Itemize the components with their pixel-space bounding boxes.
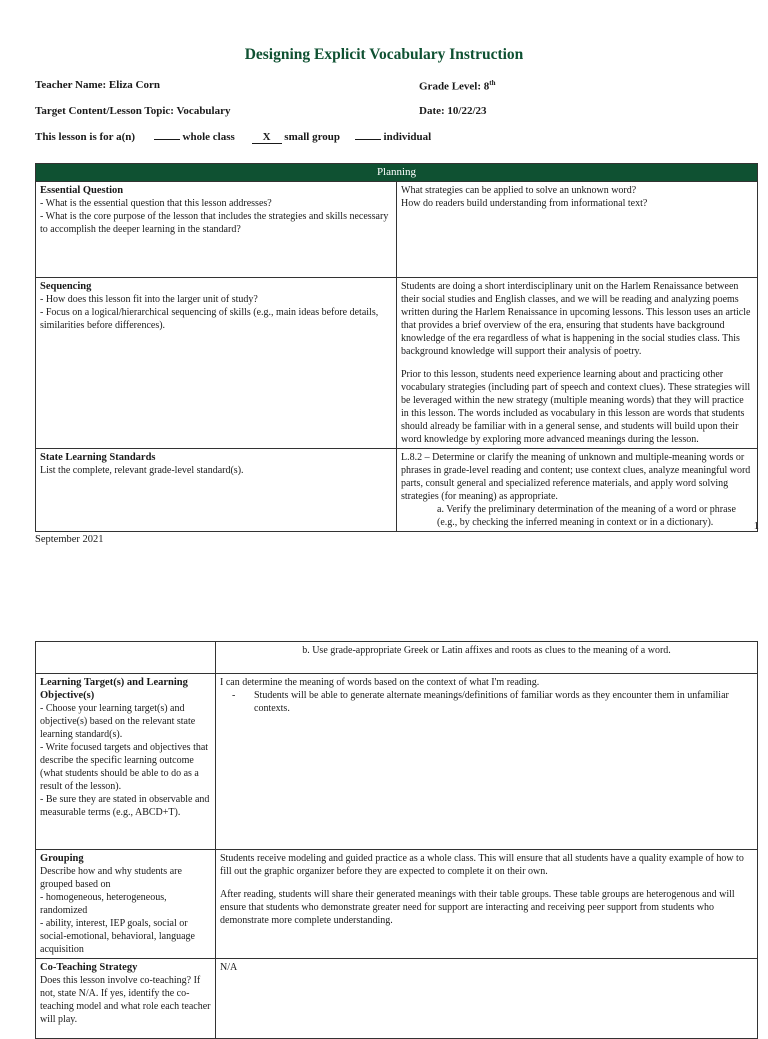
small-group-blank: X <box>252 132 282 144</box>
individual-blank <box>355 139 381 140</box>
standards-label-continued <box>36 642 216 674</box>
lesson-format-label: This lesson is for a(n) <box>35 131 136 143</box>
row-text: b. Use grade-appropriate Greek or Latin affixes and roots as clues to the meaning of a word. <box>302 645 671 656</box>
sequencing-label <box>36 278 397 449</box>
essential-question-label <box>36 182 397 278</box>
table-row <box>36 278 758 449</box>
row-text: After reading, students will share their generated meanings with their table groups. These table groups are heterogenous and will ensure that students who demonstrate greater need for support are interacting and receiving peer support from students who demonstrate more complete understanding. <box>220 889 735 926</box>
lesson-date: Date: 10/22/23 <box>419 105 487 117</box>
row-hint: - homogeneous, heterogeneous, randomized <box>40 892 167 916</box>
row-title: State Learning Standards <box>40 452 156 463</box>
lesson-format-line <box>35 131 431 144</box>
row-text: I can determine the meaning of words based on the context of what I'm reading. <box>220 677 540 688</box>
row-title: Grouping <box>40 853 84 864</box>
row-text: L.8.2 – Determine or clarify the meaning of unknown and multiple-meaning words or phrases in grade-level reading and content; use context clues, analyze meaningful word parts, consult general and specialized reference materials, and apply word solving strategies (for meaning) as appropriate. <box>401 452 751 502</box>
row-title: Learning Target(s) and Learning Objective(s) <box>40 677 188 701</box>
row-title: Sequencing <box>40 281 92 292</box>
whole-class-blank <box>154 139 180 140</box>
individual-label: individual <box>383 131 432 143</box>
row-text: Students receive modeling and guided practice as a whole class. This will ensure that all students have a quality example of how to fill out the graphic organizer before they are expected to complete it on their own. <box>220 853 744 877</box>
row-text: Students will be able to generate alternate meanings/definitions of familiar words as they encounter them in unfamiliar contexts. <box>254 690 729 714</box>
page-title: Designing Explicit Vocabulary Instruction <box>244 46 524 63</box>
row-title: Essential Question <box>40 185 124 196</box>
table-row <box>36 449 758 532</box>
table-row <box>36 182 758 278</box>
row-hint: - ability, interest, IEP goals, social or social-emotional, behavioral, language acquisition <box>40 918 195 955</box>
row-hint: - Focus on a logical/hierarchical sequencing of skills (e.g., main ideas before details, similarities before differences). <box>40 307 379 331</box>
standards-content <box>397 449 758 532</box>
table-row <box>36 642 758 674</box>
row-title: Co-Teaching Strategy <box>40 962 138 973</box>
table-row <box>36 959 758 1039</box>
dash-bullet-icon: - <box>232 690 236 701</box>
row-hint: - Write focused targets and objectives that describe the specific learning outcome (what students should be able to do as a result of the lesson). <box>40 742 209 792</box>
row-hint: Does this lesson involve co-teaching? If not, state N/A. If yes, identify the co-teaching model and what role each teacher will play. <box>40 975 211 1025</box>
row-text: N/A <box>220 962 238 973</box>
row-hint: - Be sure they are stated in observable and measurable terms (e.g., ABCD+T). <box>40 794 210 818</box>
essential-question-content <box>397 182 758 278</box>
planning-table <box>35 163 758 532</box>
co-teaching-content <box>216 959 758 1039</box>
planning-header: Planning <box>36 164 758 182</box>
row-text: How do readers build understanding from informational text? <box>401 198 648 209</box>
row-hint: - What is the core purpose of the lesson that includes the strategies and skills necessary to accomplish the deeper learning in the standard? <box>40 211 389 235</box>
table-row <box>36 850 758 959</box>
small-group-label: small group <box>284 131 341 143</box>
grade-level <box>419 79 496 93</box>
sequencing-content <box>397 278 758 449</box>
row-hint: - What is the essential question that this lesson addresses? <box>40 198 272 209</box>
co-teaching-label <box>36 959 216 1039</box>
planning-table-continued <box>35 641 758 1039</box>
row-hint: List the complete, relevant grade-level standard(s). <box>40 465 244 476</box>
grade-level-text: Grade Level: 8 <box>419 80 490 93</box>
grouping-content <box>216 850 758 959</box>
row-text: Students are doing a short interdisciplinary unit on the Harlem Renaissance between their social studies and English classes, and we will be reading and analyzing poems written during the Harlem Renaissance in upcoming lessons. This lesson uses an article that provides a brief overview of the era, ensuring that students have background knowledge of the era regardless of what is happening in the social studies class. This background knowledge will support their analysis of poetry. <box>401 281 751 357</box>
learning-target-label <box>36 674 216 850</box>
standards-label <box>36 449 397 532</box>
teacher-name: Teacher Name: Eliza Corn <box>35 79 160 91</box>
learning-target-content <box>216 674 758 850</box>
whole-class-label: whole class <box>182 131 235 143</box>
footer-date: September 2021 <box>35 534 104 545</box>
standards-content-continued <box>216 642 758 674</box>
page-number: 1 <box>753 521 759 532</box>
lesson-topic: Target Content/Lesson Topic: Vocabulary <box>35 105 231 117</box>
list-item <box>220 689 753 715</box>
row-text: Prior to this lesson, students need experience learning about and practicing other vocabulary strategies (including part of speech and context clues). These strategies will be leveraged within the new strategy (multiple meaning words) that they will practice in this lesson. The words included as vocabulary in this lesson are words that students should already be familiar with in a general sense, and students will build upon their word knowledge by exploring more advanced meanings during the lesson. <box>401 369 751 445</box>
row-hint: - How does this lesson fit into the larger unit of study? <box>40 294 258 305</box>
row-hint: - Choose your learning target(s) and objective(s) based on the relevant state learning standard(s). <box>40 703 196 740</box>
grade-level-suffix: th <box>489 79 496 87</box>
grouping-label <box>36 850 216 959</box>
row-text: a. Verify the preliminary determination of the meaning of a word or phrase (e.g., by checking the inferred meaning in context or in a dictionary). <box>437 504 736 528</box>
table-row <box>36 674 758 850</box>
row-text: What strategies can be applied to solve an unknown word? <box>401 185 637 196</box>
row-hint: Describe how and why students are grouped based on <box>40 866 182 890</box>
